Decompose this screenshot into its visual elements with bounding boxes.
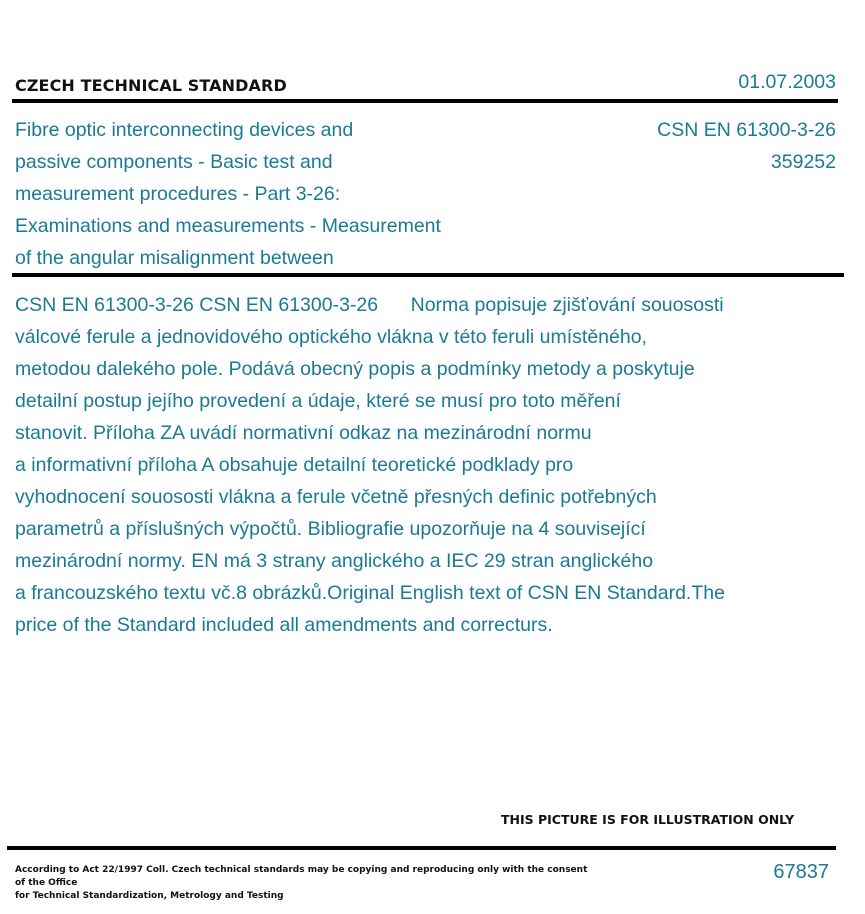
- legal-note-line: According to Act 22/1997 Coll. Czech technical standards may be copying and reproducing only with the consent of the Office: [15, 865, 588, 888]
- title-line: of the angular misalignment between: [15, 247, 334, 269]
- title-line: measurement procedures - Part 3-26:: [15, 183, 341, 205]
- standard-code: CSN EN 61300-3-26: [657, 119, 836, 141]
- title-rule: [12, 273, 844, 277]
- header-label: CZECH TECHNICAL STANDARD: [15, 76, 287, 95]
- description-line: CSN EN 61300-3-26 CSN EN 61300-3-26 Norma popisuje zjišťování souososti: [15, 294, 724, 316]
- publication-date: 01.07.2003: [738, 71, 836, 93]
- legal-note: [15, 864, 595, 903]
- description-line: metodou dalekého pole. Podává obecný popis a podmínky metody a poskytuje: [15, 358, 695, 380]
- standard-codes: [657, 114, 836, 178]
- description-line: stanovit. Příloha ZA uvádí normativní odkaz na mezinárodní normu: [15, 422, 592, 444]
- description-line: a francouzského textu vč.8 obrázků.Original English text of CSN EN Standard.The: [15, 582, 725, 604]
- standard-number: 359252: [770, 151, 836, 173]
- document-number: 67837: [773, 861, 829, 883]
- footer-rule: [7, 846, 836, 850]
- title-line: Fibre optic interconnecting devices and: [15, 119, 354, 141]
- description-line: detailní postup jejího provedení a údaje, které se musí pro toto měření: [15, 390, 621, 412]
- description-line: price of the Standard included all amendments and correcturs.: [15, 614, 553, 636]
- description-line: parametrů a příslušných výpočtů. Bibliografie upozorňuje na 4 související: [15, 518, 646, 540]
- legal-note-line: for Technical Standardization, Metrology and Testing: [15, 891, 284, 901]
- title-line: Examinations and measurements - Measurement: [15, 215, 441, 237]
- title-line: passive components - Basic test and: [15, 151, 333, 173]
- header-rule: [12, 99, 838, 103]
- standard-description: [15, 289, 815, 641]
- description-line: válcové ferule a jednovidového optického vlákna v této feruli umístěného,: [15, 326, 647, 348]
- description-line: mezinárodní normy. EN má 3 strany anglického a IEC 29 stran anglického: [15, 550, 654, 572]
- description-line: a informativní příloha A obsahuje detailní teoretické podklady pro: [15, 454, 574, 476]
- description-line: vyhodnocení souososti vlákna a ferule včetně přesných definic potřebných: [15, 486, 657, 508]
- illustration-note: THIS PICTURE IS FOR ILLUSTRATION ONLY: [501, 812, 795, 827]
- standard-title: [15, 114, 535, 274]
